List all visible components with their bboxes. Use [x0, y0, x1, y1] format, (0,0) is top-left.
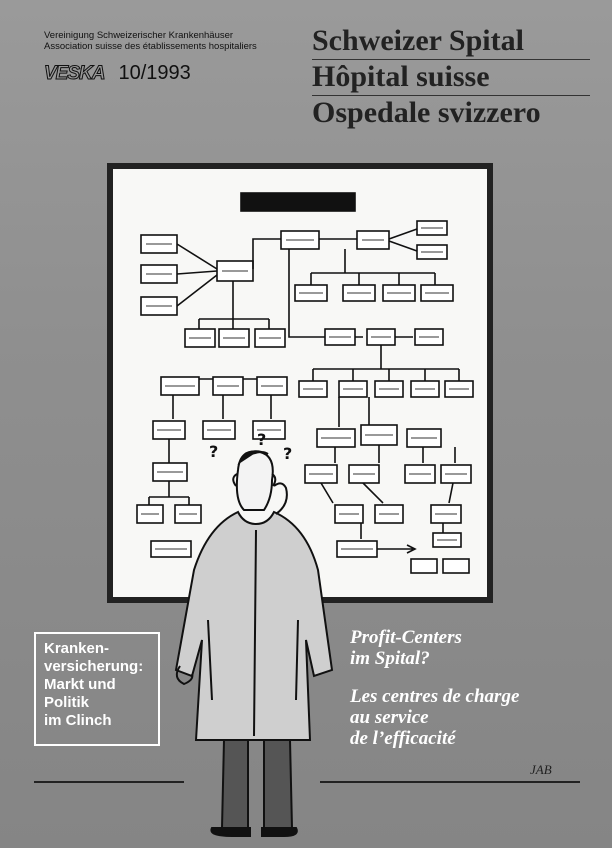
association-name-de: Vereinigung Schweizerischer Krankenhäuser: [44, 30, 234, 41]
ground-line-left: [34, 781, 184, 783]
title-de: Schweizer Spital: [312, 24, 590, 60]
chart-box: [443, 559, 469, 573]
headline-de: Profit-Centers im Spital?: [350, 627, 462, 669]
svg-text:?: ?: [209, 442, 219, 461]
person-illustration: [168, 440, 358, 840]
association-name: [44, 30, 257, 52]
chart-box: [411, 559, 437, 573]
title-it: Ospedale svizzero: [312, 96, 541, 129]
svg-text:?: ?: [257, 430, 267, 449]
svg-text:?: ?: [283, 444, 293, 463]
association-name-fr: Association suisse des établissements hospitaliers: [44, 41, 257, 52]
ground-line-right: [320, 781, 580, 783]
sidebar-topic-box: Kranken- versicherung: Markt und Politik im Clinch: [34, 632, 160, 746]
chart-header-label: [241, 193, 355, 211]
magazine-title: [312, 24, 590, 131]
artist-signature: JAB: [530, 762, 552, 777]
issue-row: [44, 62, 191, 85]
title-fr: Hôpital suisse: [312, 60, 590, 96]
veska-logo: VESKA: [44, 62, 105, 84]
headline-fr: Les centres de charge au service de l’efficacité: [350, 686, 520, 749]
issue-number: 10/1993: [118, 62, 191, 84]
